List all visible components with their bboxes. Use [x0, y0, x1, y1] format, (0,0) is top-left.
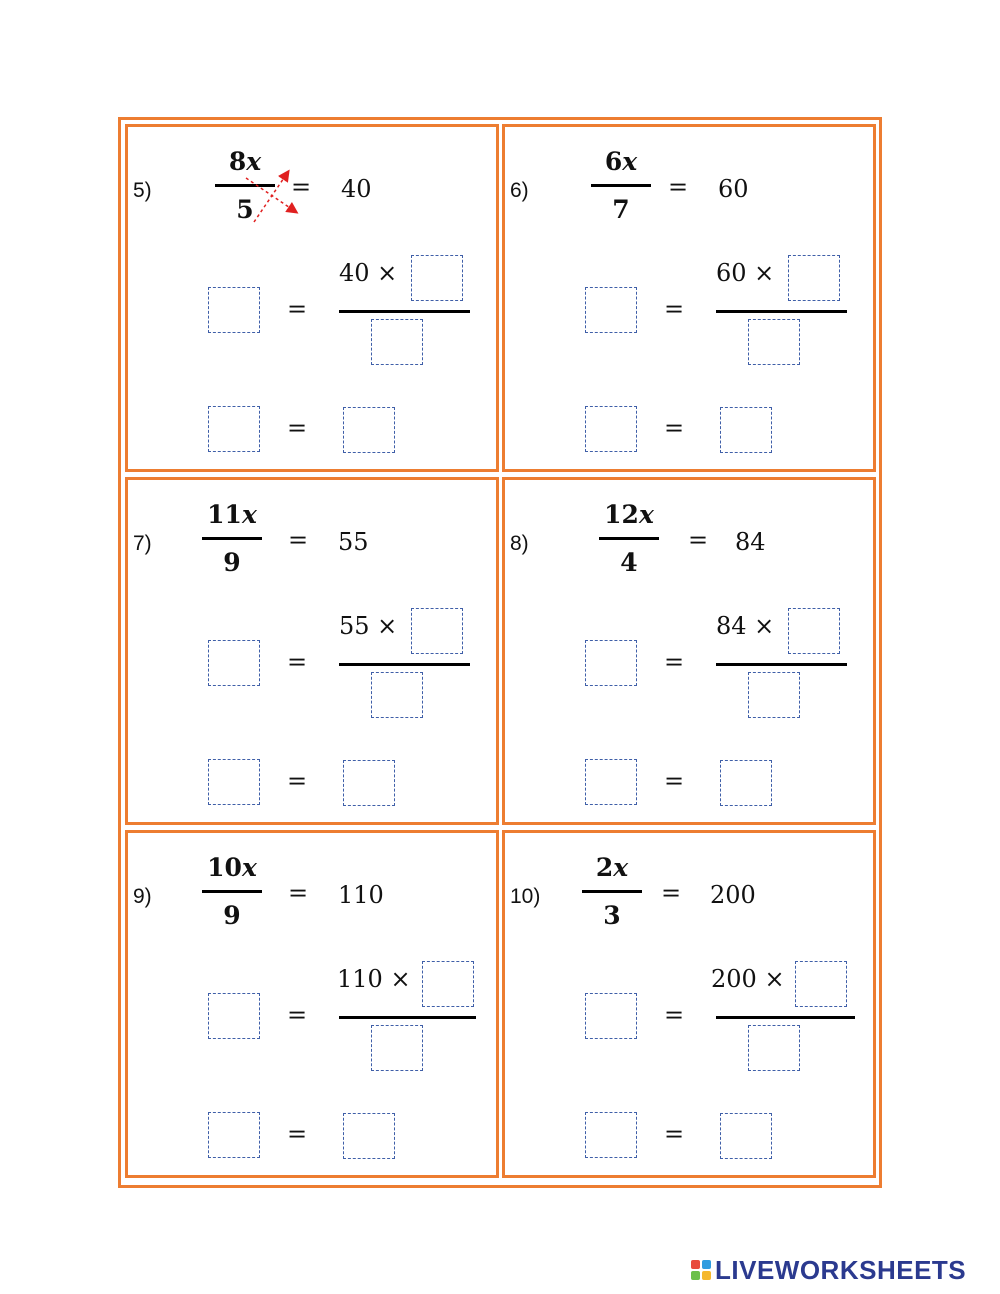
right-hand-value: 40	[341, 175, 372, 203]
right-hand-value: 110	[338, 881, 384, 909]
problem-number: 9)	[133, 885, 152, 908]
answer-box-variable[interactable]	[208, 759, 260, 805]
cross-multiply-arrows-icon	[238, 162, 308, 232]
answer-box-multiplier[interactable]	[422, 961, 474, 1007]
fraction-denominator: 7	[612, 195, 630, 224]
multiplication-expression: 84 ×	[716, 612, 775, 640]
division-bar	[339, 1016, 476, 1019]
answer-box-variable[interactable]	[585, 1112, 637, 1158]
fraction-denominator: 4	[620, 548, 638, 577]
right-hand-value: 84	[735, 528, 766, 556]
division-bar	[716, 1016, 855, 1019]
answer-box-multiplier[interactable]	[411, 608, 463, 654]
liveworksheets-logo	[691, 1255, 966, 1285]
answer-box-divisor[interactable]	[748, 319, 800, 365]
equals-sign: =	[288, 526, 309, 554]
right-hand-value: 60	[718, 175, 749, 203]
equals-sign: =	[287, 767, 308, 795]
answer-box-multiplier[interactable]	[411, 255, 463, 301]
fraction-denominator: 9	[223, 548, 241, 577]
fraction-denominator: 9	[223, 901, 241, 930]
logo-icon	[691, 1260, 711, 1280]
coefficient: 10	[207, 853, 242, 882]
fraction-numerator	[579, 500, 679, 529]
answer-box-variable[interactable]	[208, 1112, 260, 1158]
variable: x	[622, 147, 638, 176]
problem-cell	[502, 477, 876, 825]
equals-sign: =	[287, 295, 308, 323]
answer-box-divisor[interactable]	[371, 672, 423, 718]
fraction-denominator: 5	[236, 195, 254, 224]
problem-cell	[125, 477, 499, 825]
equals-sign: =	[664, 767, 685, 795]
coefficient: 2	[595, 853, 614, 882]
multiplication-expression: 110 ×	[337, 965, 411, 993]
fraction-denominator: 3	[603, 901, 621, 930]
answer-box-divisor[interactable]	[371, 1025, 423, 1071]
coefficient: 8	[228, 147, 247, 176]
multiplication-expression: 40 ×	[339, 259, 398, 287]
answer-box-left[interactable]	[208, 640, 260, 686]
problem-cell	[125, 124, 499, 472]
fraction-numerator	[182, 500, 282, 529]
variable: x	[241, 853, 257, 882]
answer-box-multiplier[interactable]	[795, 961, 847, 1007]
answer-box-result[interactable]	[720, 407, 772, 453]
division-bar	[716, 310, 847, 313]
fraction-numerator	[182, 853, 282, 882]
answer-box-divisor[interactable]	[371, 319, 423, 365]
coefficient: 11	[207, 500, 242, 529]
equals-sign: =	[661, 879, 682, 907]
fraction-bar	[582, 890, 642, 893]
fraction-bar	[202, 890, 262, 893]
problem-cell	[502, 830, 876, 1178]
division-bar	[339, 663, 470, 666]
equals-sign: =	[664, 1120, 685, 1148]
fraction-bar	[591, 184, 651, 187]
variable: x	[638, 500, 654, 529]
fraction-numerator	[571, 147, 671, 176]
answer-box-left[interactable]	[585, 640, 637, 686]
multiplication-expression: 200 ×	[711, 965, 785, 993]
answer-box-left[interactable]	[208, 287, 260, 333]
problem-number: 7)	[133, 532, 152, 555]
answer-box-result[interactable]	[720, 760, 772, 806]
answer-box-left[interactable]	[585, 993, 637, 1039]
problem-cell	[502, 124, 876, 472]
division-bar	[339, 310, 470, 313]
fraction-numerator	[562, 853, 662, 882]
equals-sign: =	[664, 414, 685, 442]
equals-sign: =	[287, 648, 308, 676]
answer-box-left[interactable]	[208, 993, 260, 1039]
multiplication-expression: 55 ×	[339, 612, 398, 640]
problem-number: 6)	[510, 179, 529, 202]
coefficient: 6	[604, 147, 623, 176]
fraction-bar	[599, 537, 659, 540]
problem-number: 8)	[510, 532, 529, 555]
answer-box-result[interactable]	[343, 407, 395, 453]
equals-sign: =	[291, 173, 312, 201]
right-hand-value: 200	[710, 881, 756, 909]
problem-number: 5)	[133, 179, 152, 202]
division-bar	[716, 663, 847, 666]
answer-box-result[interactable]	[343, 760, 395, 806]
equals-sign: =	[664, 648, 685, 676]
equals-sign: =	[287, 1001, 308, 1029]
equals-sign: =	[287, 414, 308, 442]
equals-sign: =	[288, 879, 309, 907]
answer-box-variable[interactable]	[585, 406, 637, 452]
answer-box-multiplier[interactable]	[788, 255, 840, 301]
variable: x	[613, 853, 629, 882]
answer-box-variable[interactable]	[585, 759, 637, 805]
answer-box-left[interactable]	[585, 287, 637, 333]
equals-sign: =	[664, 295, 685, 323]
problem-number: 10)	[510, 885, 541, 908]
variable: x	[241, 500, 257, 529]
equals-sign: =	[287, 1120, 308, 1148]
equals-sign: =	[688, 526, 709, 554]
answer-box-divisor[interactable]	[748, 672, 800, 718]
equals-sign: =	[668, 173, 689, 201]
answer-box-result[interactable]	[720, 1113, 772, 1159]
equals-sign: =	[664, 1001, 685, 1029]
fraction-bar	[202, 537, 262, 540]
answer-box-divisor[interactable]	[748, 1025, 800, 1071]
answer-box-result[interactable]	[343, 1113, 395, 1159]
multiplication-expression: 60 ×	[716, 259, 775, 287]
problem-cell	[125, 830, 499, 1178]
right-hand-value: 55	[338, 528, 369, 556]
answer-box-variable[interactable]	[208, 406, 260, 452]
variable: x	[246, 147, 262, 176]
coefficient: 12	[604, 500, 639, 529]
answer-box-multiplier[interactable]	[788, 608, 840, 654]
logo-text: LIVEWORKSHEETS	[715, 1254, 967, 1285]
